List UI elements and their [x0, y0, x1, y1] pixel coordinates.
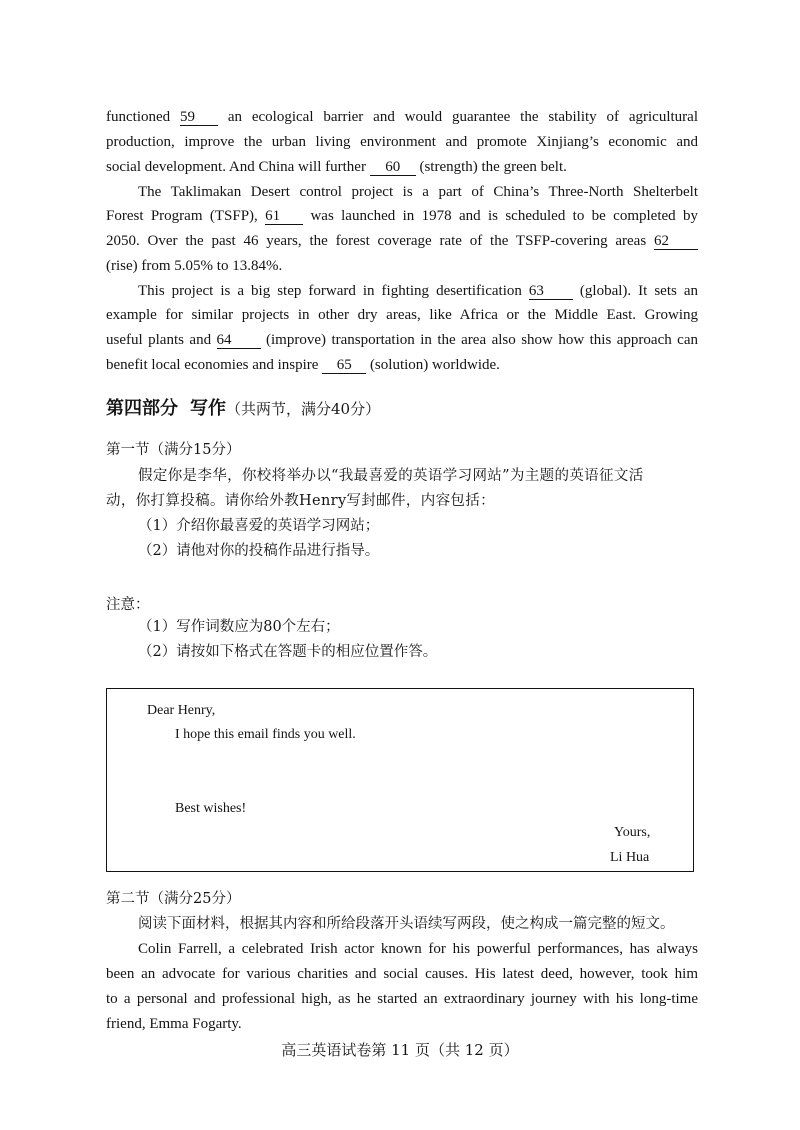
answer-blank-62: 62	[654, 233, 698, 250]
global-paragraph-line: example for similar projects in other dry areas, like Africa or the Middle East. Growing	[106, 307, 698, 323]
tsfp-paragraph-line	[106, 206, 698, 226]
tsfp-paragraph-line	[106, 231, 698, 251]
note-item: （2）请按如下格式在答题卡的相应位置作答。	[138, 644, 438, 660]
section-two-instruction: 阅读下面材料，根据其内容和所给段落开头语续写两段，使之构成一篇完整的短文。	[138, 916, 675, 932]
section-one-heading: 第一节（满分15分）	[106, 442, 241, 458]
email-closing: Best wishes!	[175, 801, 247, 816]
story-line: to a personal and professional high, as he started an extraordinary journey with his long-time	[106, 991, 698, 1007]
passage-text: an ecological barrier and would guarantee the stability of agricultural	[218, 109, 698, 125]
section-one-requirement: （1）介绍你最喜爱的英语学习网站；	[138, 518, 380, 534]
passage-text: Forest Program (TSFP),	[106, 208, 266, 224]
passage-text: (strength) the green belt.	[415, 159, 567, 175]
part-four-score-note: （共两节，满分40分）	[226, 400, 381, 418]
passage-text: benefit local economies and inspire	[106, 357, 323, 373]
notes-heading: 注意：	[106, 597, 150, 613]
email-signoff: Yours,	[614, 825, 651, 840]
passage-text: (solution) worldwide.	[366, 357, 500, 373]
passage-line: production, improve the urban living environment and promote Xinjiang’s economic and	[106, 134, 698, 150]
global-paragraph-line	[106, 330, 698, 350]
section-one-requirement: （2）请他对你的投稿作品进行指导。	[138, 543, 380, 559]
email-template-box	[106, 688, 694, 872]
email-greeting: Dear Henry,	[147, 703, 216, 718]
tsfp-paragraph-line: (rise) from 5.05% to 13.84%.	[106, 258, 283, 274]
passage-text: functioned	[106, 109, 180, 125]
part-four-label: 第四部分	[106, 398, 178, 419]
passage-text: This project is a big step forward in fighting desertification	[138, 283, 529, 299]
passage-line	[106, 157, 567, 177]
answer-blank-60: 60	[370, 159, 416, 176]
passage-text: (global). It sets an	[572, 283, 698, 299]
tsfp-paragraph-line: The Taklimakan Desert control project is a part of China’s Three-North Shelterbelt	[138, 184, 698, 200]
global-paragraph-line	[106, 355, 500, 375]
section-one-prompt-line: 动，你打算投稿。请你给外教Henry写封邮件，内容包括：	[106, 493, 495, 509]
passage-text: useful plants and	[106, 332, 217, 348]
passage-text: 2050. Over the past 46 years, the forest coverage rate of the TSFP-covering areas	[106, 233, 654, 249]
passage-text: was launched in 1978 and is scheduled to be completed by	[303, 208, 698, 224]
global-paragraph-line	[138, 281, 698, 301]
page-footer: 高三英语试卷第 11 页（共 12 页）	[281, 1041, 519, 1059]
section-two-heading: 第二节（满分25分）	[106, 891, 241, 907]
section-one-prompt-line: 假定你是李华，你校将举办以“我最喜爱的英语学习网站”为主题的英语征文活	[138, 468, 644, 484]
answer-blank-65: 65	[322, 357, 366, 374]
passage-text: (improve) transportation in the area also show how this approach can	[260, 332, 699, 348]
email-first-line: I hope this email finds you well.	[175, 727, 356, 742]
story-line: been an advocate for various charities and social causes. His latest deed, however, took him	[106, 966, 698, 982]
note-item: （1）写作词数应为80个左右；	[138, 619, 340, 635]
story-line: friend, Emma Fogarty.	[106, 1016, 242, 1032]
answer-blank-63: 63	[529, 283, 573, 300]
story-line: Colin Farrell, a celebrated Irish actor known for his powerful performances, has always	[138, 941, 698, 957]
passage-line	[106, 107, 698, 127]
writing-label: 写作	[190, 398, 226, 419]
answer-blank-64: 64	[217, 332, 261, 349]
part-four-title	[106, 397, 380, 421]
passage-text: social development. And China will further	[106, 159, 370, 175]
answer-blank-61: 61	[265, 208, 303, 225]
answer-blank-59: 59	[180, 109, 218, 126]
email-signature: Li Hua	[610, 850, 650, 865]
